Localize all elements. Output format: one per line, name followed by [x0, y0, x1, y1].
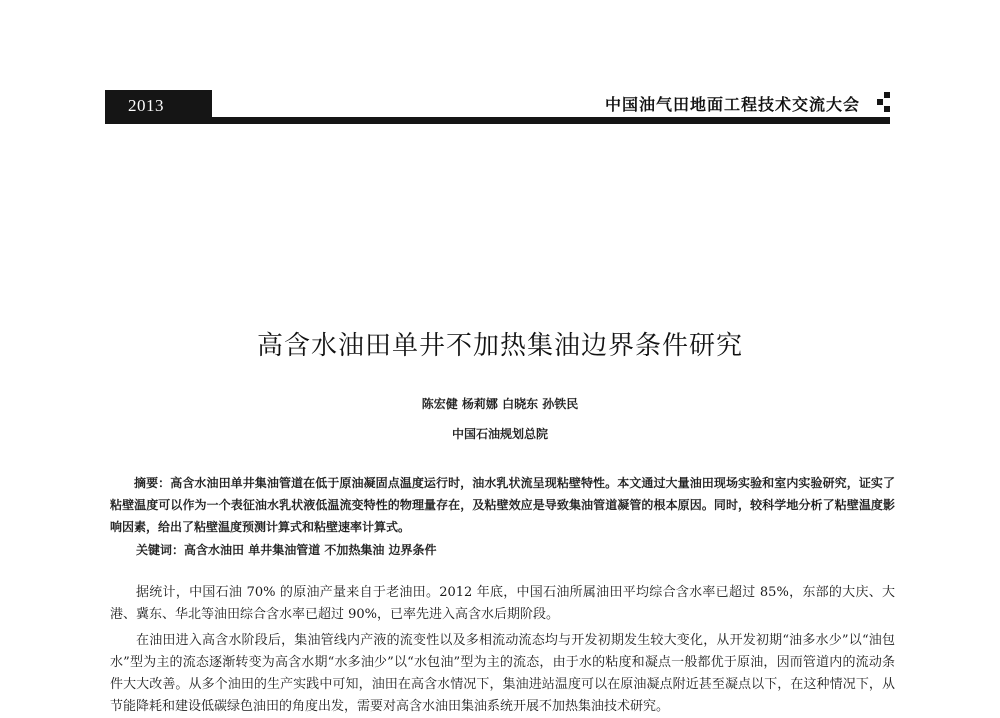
decor-square-icon [196, 92, 202, 98]
decor-square-icon [884, 106, 890, 112]
header-year: 2013 [128, 96, 164, 115]
paper-title: 高含水油田单井不加热集油边界条件研究 [256, 331, 743, 361]
decor-square-icon [203, 99, 209, 105]
keywords-label: 关键词： [136, 543, 185, 557]
abstract-label: 摘要： [134, 476, 171, 490]
decor-square-icon [877, 99, 883, 105]
header-rule [212, 117, 890, 124]
paper-authors: 陈宏健 杨莉娜 白晓东 孙铁民 [421, 397, 579, 411]
decor-square-icon [884, 92, 890, 98]
paper-affiliation: 中国石油规划总院 [451, 427, 548, 441]
abstract-text: 高含水油田单井集油管道在低于原油凝固点温度运行时，油水乳状流呈现粘壁特性。本文通过大量油田现场实验和室内实验研究，证实了粘壁温度可以作为一个表征油水乳状液低温流变特性的物理量存在，及粘壁效应是导致集油管道凝管的根本原因。同时，较科学地分析了粘壁温度影响因素，给出了粘壁温度预测计算式和粘壁速率计算式。 [110, 476, 895, 534]
decor-square-icon [196, 106, 202, 112]
keywords [110, 539, 895, 561]
decor-square-icon [206, 110, 212, 116]
conference-name: 中国油气田地面工程技术交流大会 [604, 95, 860, 114]
keywords-text: 高含水油田 单井集油管道 不加热集油 边界条件 [184, 543, 437, 557]
body-paragraph: 据统计，中国石油 70% 的原油产量来自于老油田。2012 年底，中国石油所属油田平均综合含水率已超过 85%，东部的大庆、大港、冀东、华北等油田综合含水率已超过 90%，已率先进入高含水后期阶段。 [110, 585, 895, 622]
abstract [110, 472, 895, 538]
body-paragraph: 在油田进入高含水阶段后，集油管线内产液的流变性以及多相流动流态均与开发初期发生较大变化，从开发初期“油多水少”以“油包水”型为主的流态逐渐转变为高含水期“水多油少”以“水包油”型为主的流态，由于水的粘度和凝点一般都优于原油，因而管道内的流动条件大大改善。从多个油田的生产实践中可知，油田在高含水情况下，集油进站温度可以在原油凝点附近甚至凝点以下，在这种情况下，从节能降耗和建设低碳绿色油田的角度出发，需要对高含水油田集油系统开展不加热集油技术研究。 [110, 633, 895, 714]
